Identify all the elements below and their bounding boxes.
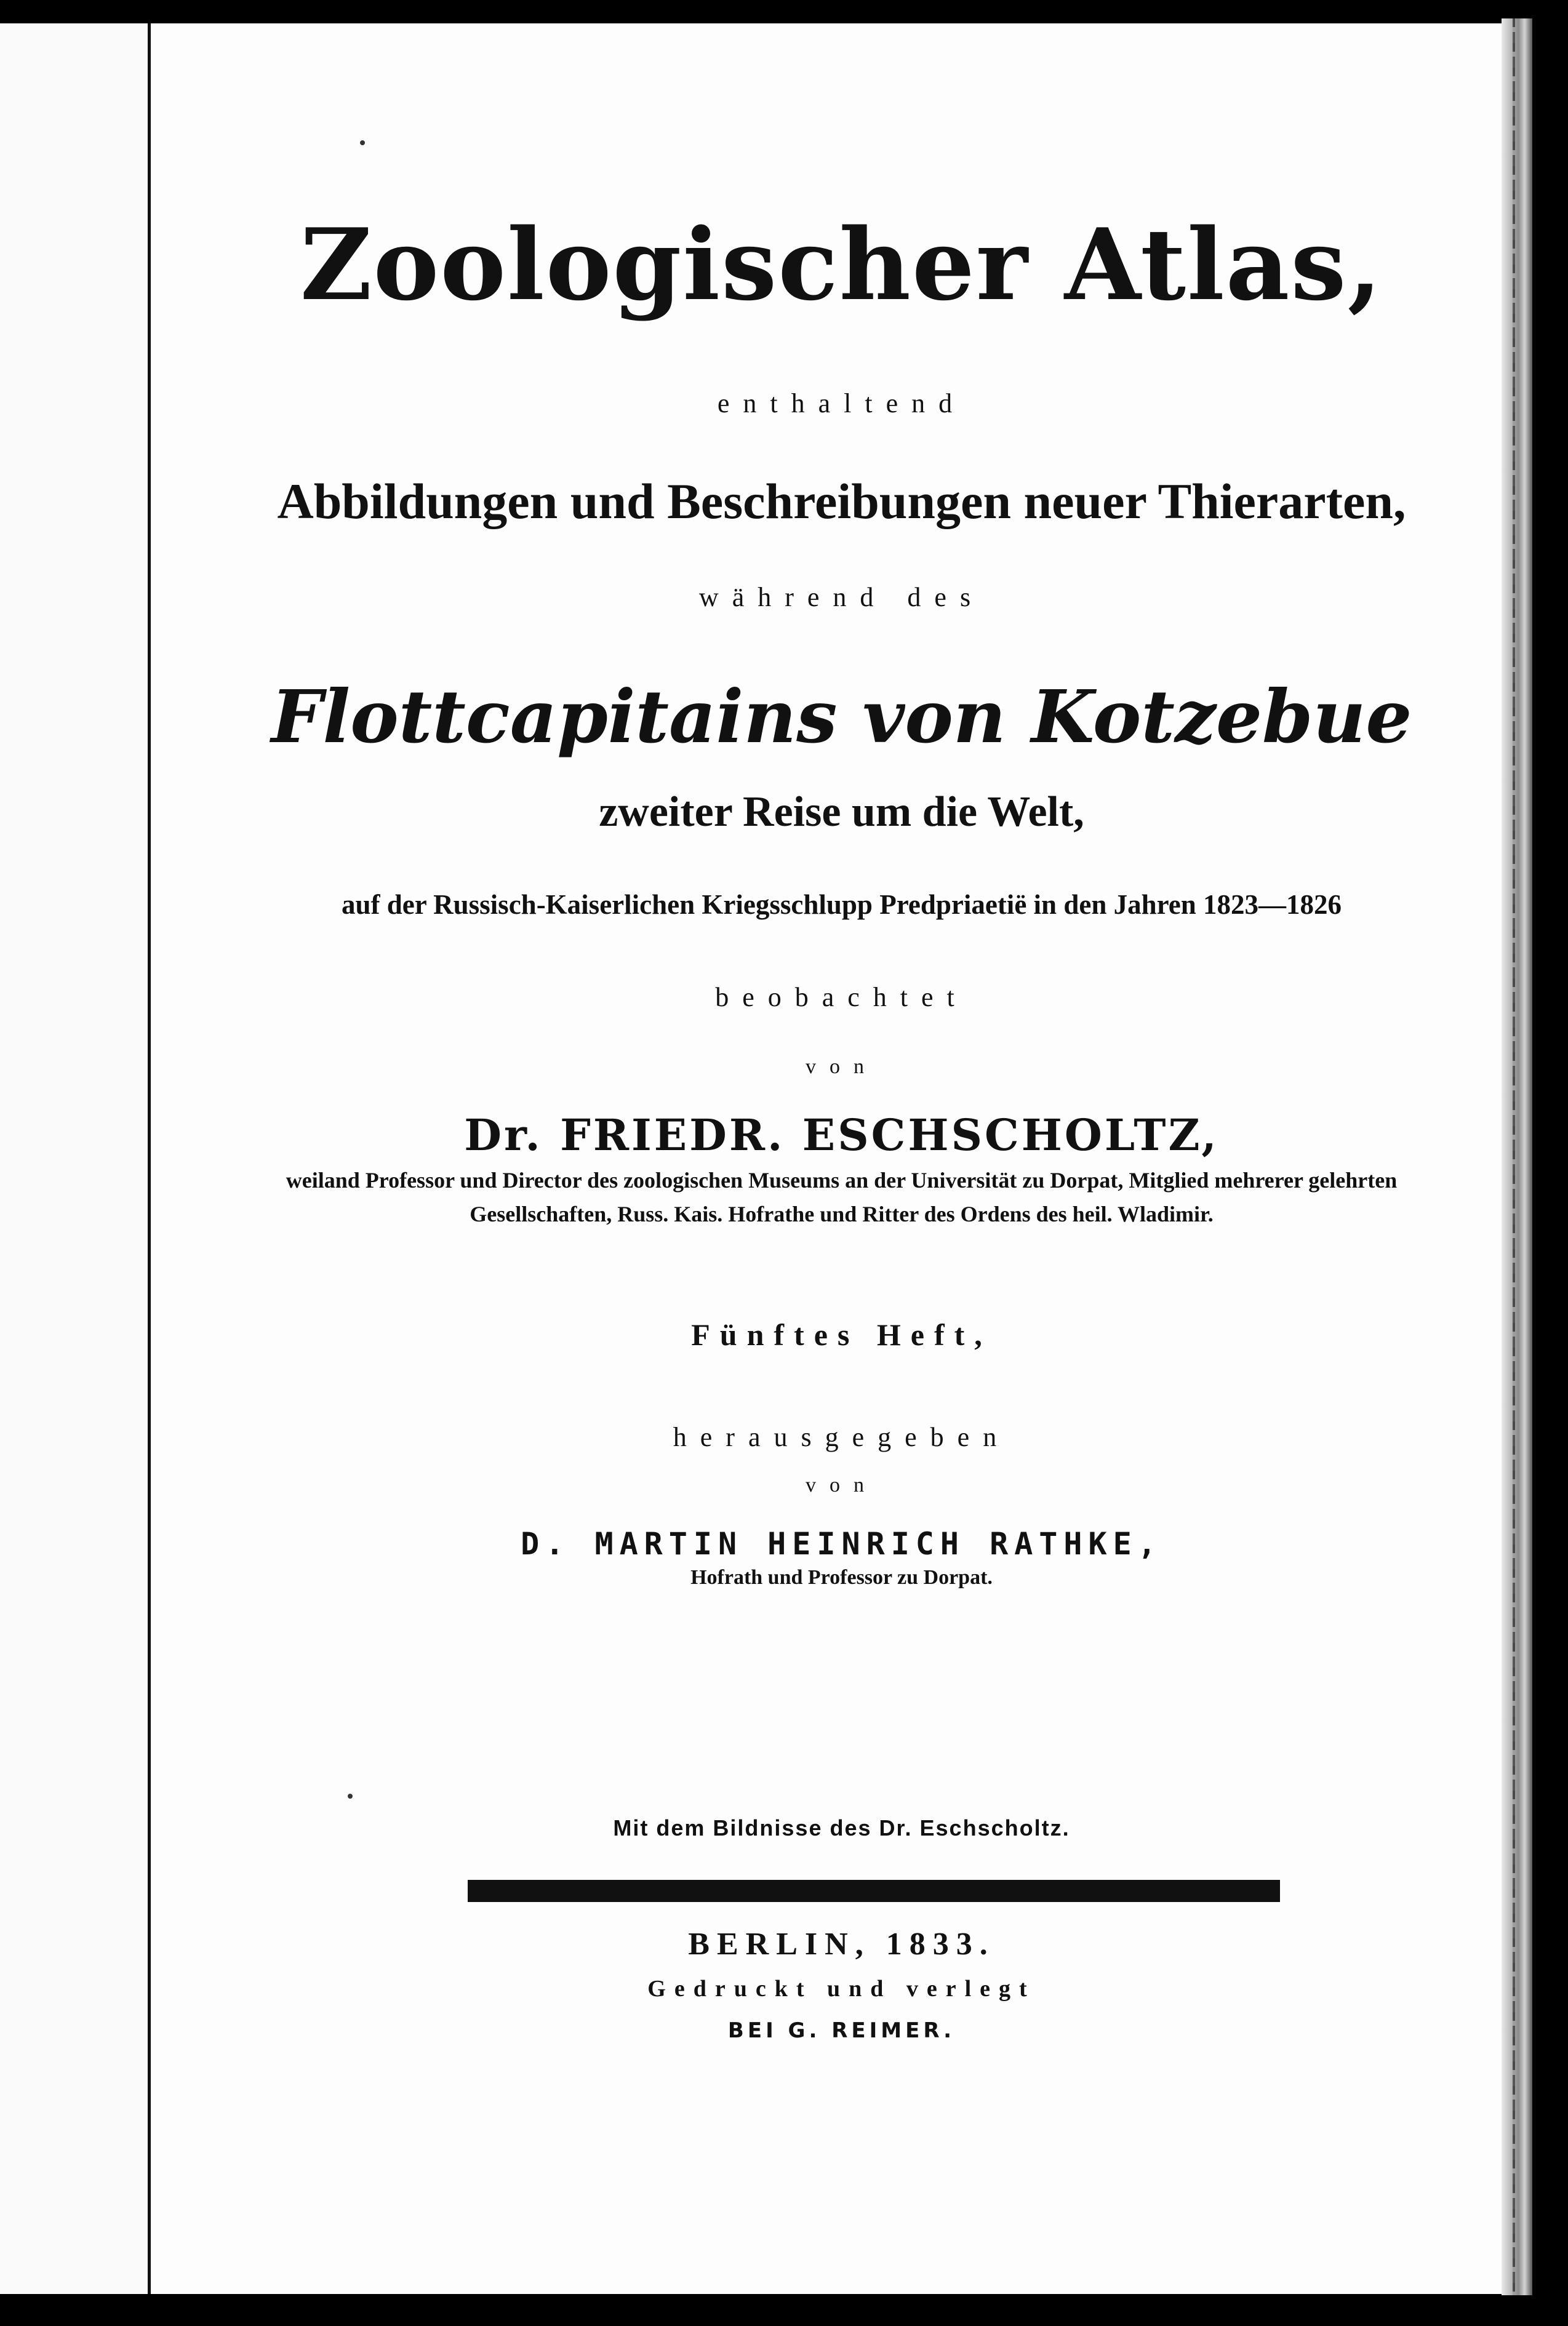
editor-name: D. MARTIN HEINRICH RATHKE, [521, 1526, 1162, 1562]
imprint-printed: Gedruckt und verlegt [647, 1976, 1036, 2002]
voyage-line: zweiter Reise um die Welt, [599, 788, 1084, 836]
imprint-publisher: BEI G. REIMER. [727, 2018, 956, 2043]
imprint-city: BERLIN, 1833. [688, 1927, 995, 1962]
waehrend-line: während des [698, 582, 985, 612]
herausgegeben-line: herausgegeben [673, 1422, 1010, 1452]
subtitle: Abbildungen und Beschreibungen neuer Thierarten, [277, 473, 1406, 529]
ship-line: auf der Russisch-Kaiserlichen Kriegsschlupp Predpriaetië in den Jahren 1823—1826 [341, 889, 1342, 920]
von-line-2: von [806, 1474, 878, 1497]
decorative-rule [468, 1880, 1280, 1902]
left-margin-strip [0, 23, 148, 2294]
author-description-1: weiland Professor und Director des zoologischen Museums an der Universität zu Dorpat, Mitglied mehrerer gelehrten [286, 1168, 1398, 1193]
beobachtet-line: beobachtet [715, 982, 968, 1012]
captain-heading: Flottcapitains von Kotzebue [271, 674, 1412, 759]
editor-description: Hofrath und Professor zu Dorpat. [690, 1566, 993, 1589]
page-title: Zoologischer Atlas, [300, 207, 1383, 322]
enthaltend-line: enthaltend [717, 388, 966, 418]
author-name: Dr. FRIEDR. ESCHSCHOLTZ, [464, 1109, 1219, 1161]
von-line-1: von [806, 1055, 878, 1078]
portrait-note: Mit dem Bildnisse des Dr. Eschscholtz. [613, 1815, 1070, 1840]
author-description-2: Gesellschaften, Russ. Kais. Hofrathe und Ritter des Ordens des heil. Wladimir. [470, 1202, 1214, 1226]
scan-speck [360, 140, 365, 145]
scan-speck [348, 1794, 353, 1799]
volume-line: Fünftes Heft, [691, 1317, 992, 1352]
